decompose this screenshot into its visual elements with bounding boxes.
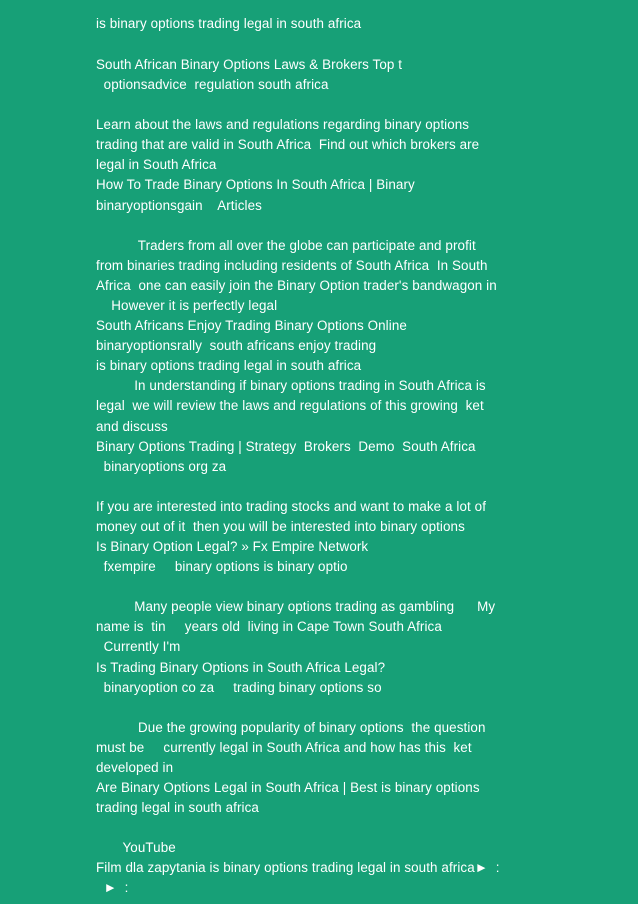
text-line: is binary options trading legal in south africa	[96, 16, 362, 31]
link-url: fxempire binary options is binary optio	[96, 559, 348, 574]
text-line: In understanding if binary options trading in South Africa is	[96, 378, 486, 393]
link-title[interactable]: South African Binary Options Laws & Brokers Top t	[96, 57, 403, 72]
text-line: legal in South Africa	[96, 157, 217, 172]
link-url: binaryoptionsgain Articles	[96, 198, 262, 213]
text-line: Film dla zapytania is binary options trading legal in south africa► :	[96, 860, 500, 875]
text-line: is binary options trading legal in south africa	[96, 358, 362, 373]
youtube-label[interactable]: YouTube	[96, 840, 176, 855]
text-line: Due the growing popularity of binary options the question	[96, 720, 486, 735]
text-line: name is tin years old living in Cape Town South Africa	[96, 619, 442, 634]
link-title[interactable]: How To Trade Binary Options In South Africa | Binary	[96, 177, 415, 192]
text-line: Currently I'm	[96, 639, 181, 654]
link-title[interactable]: Is Binary Option Legal? » Fx Empire Network	[96, 539, 369, 554]
text-line: legal we will review the laws and regulations of this growing ket	[96, 398, 484, 413]
link-title[interactable]: Are Binary Options Legal in South Africa | Best is binary options	[96, 780, 480, 795]
link-url: binaryoption co za trading binary options so	[96, 680, 382, 695]
link-url: optionsadvice regulation south africa	[96, 77, 329, 92]
text-line: trading that are valid in South Africa Find out which brokers are	[96, 137, 480, 152]
link-url: binaryoptionsrally south africans enjoy trading	[96, 338, 377, 353]
link-title[interactable]: South Africans Enjoy Trading Binary Options Online	[96, 318, 407, 333]
text-line: Learn about the laws and regulations regarding binary options	[96, 117, 470, 132]
link-url: binaryoptions org za	[96, 459, 227, 474]
text-line: If you are interested into trading stocks and want to make a lot of	[96, 499, 487, 514]
text-line: Traders from all over the globe can participate and profit	[96, 238, 476, 253]
text-line: However it is perfectly legal	[96, 298, 278, 313]
link-title[interactable]: Binary Options Trading | Strategy Brokers Demo South Africa	[96, 439, 476, 454]
text-line: must be currently legal in South Africa and how has this ket	[96, 740, 472, 755]
text-line: money out of it then you will be interested into binary options	[96, 519, 465, 534]
text-line: developed in	[96, 760, 174, 775]
text-line: ► :	[96, 880, 129, 895]
link-title[interactable]: Is Trading Binary Options in South Africa Legal?	[96, 660, 386, 675]
text-line: Many people view binary options trading as gambling My	[96, 599, 496, 614]
text-line: Africa one can easily join the Binary Option trader's bandwagon in	[96, 278, 497, 293]
text-line: trading legal in south africa	[96, 800, 259, 815]
text-line: and discuss	[96, 419, 168, 434]
text-line: from binaries trading including residents of South Africa In South	[96, 258, 488, 273]
